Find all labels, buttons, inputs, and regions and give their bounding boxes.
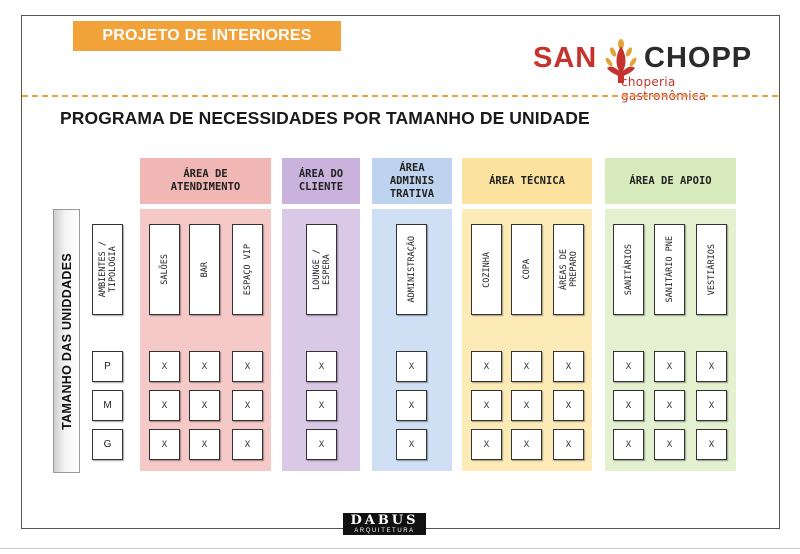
requirement-mark: X	[471, 390, 502, 421]
project-badge: PROJETO DE INTERIORES	[73, 21, 341, 51]
requirement-mark: X	[613, 390, 644, 421]
requirement-mark: X	[396, 429, 427, 460]
requirement-mark: X	[396, 390, 427, 421]
requirement-mark: X	[511, 390, 542, 421]
requirement-mark: X	[471, 429, 502, 460]
environment-label: BAR	[189, 224, 220, 315]
dashed-divider	[22, 95, 778, 97]
typology-label: AMBIENTES / TIPOLOGIA	[92, 224, 123, 315]
logo-text-left: SAN	[533, 42, 598, 74]
requirement-mark: X	[149, 429, 180, 460]
requirement-mark: X	[189, 429, 220, 460]
requirement-mark: X	[696, 429, 727, 460]
sanchopp-logo	[533, 42, 753, 103]
requirement-mark: X	[306, 390, 337, 421]
requirement-mark: X	[189, 351, 220, 382]
requirement-mark: X	[553, 351, 584, 382]
size-label-g: G	[92, 429, 123, 460]
dabus-logo	[343, 513, 426, 535]
requirement-mark: X	[232, 390, 263, 421]
requirement-mark: X	[189, 390, 220, 421]
size-label-m: M	[92, 390, 123, 421]
requirement-mark: X	[471, 351, 502, 382]
requirement-mark: X	[696, 390, 727, 421]
group-header: ÁREA ADMINIS TRATIVA	[372, 158, 452, 204]
environment-label: LOUNGE / ESPERA	[306, 224, 337, 315]
environment-label: ESPAÇO VIP	[232, 224, 263, 315]
requirement-mark: X	[232, 429, 263, 460]
requirement-mark: X	[511, 351, 542, 382]
environment-label: SALÕES	[149, 224, 180, 315]
requirement-mark: X	[149, 351, 180, 382]
environment-label: COZINHA	[471, 224, 502, 315]
environment-label: SANITÁRIOS	[613, 224, 644, 315]
footer-logo-name: DABUS	[350, 513, 419, 528]
footer-logo-sub: ARQUITETURA	[354, 528, 415, 534]
requirement-mark: X	[654, 429, 685, 460]
requirement-mark: X	[654, 390, 685, 421]
requirement-mark: X	[149, 390, 180, 421]
environment-label: COPA	[511, 224, 542, 315]
group-header: ÁREA DE APOIO	[605, 158, 736, 204]
environment-label: ÁREAS DE PREPARO	[553, 224, 584, 315]
requirement-mark: X	[306, 351, 337, 382]
bottom-divider	[0, 548, 800, 549]
size-label-p: P	[92, 351, 123, 382]
requirement-mark: X	[511, 429, 542, 460]
logo-text-right: CHOPP	[644, 42, 753, 74]
group-header: ÁREA DO CLIENTE	[282, 158, 360, 204]
row-header-panel	[53, 209, 80, 473]
requirement-mark: X	[232, 351, 263, 382]
environment-label: SANITÁRIO PNE	[654, 224, 685, 315]
requirement-mark: X	[654, 351, 685, 382]
environment-label: ADMINISTRAÇÃO	[396, 224, 427, 315]
row-header-title: TAMANHO DAS UNIDDADES	[59, 252, 74, 430]
requirement-mark: X	[553, 390, 584, 421]
requirement-mark: X	[306, 429, 337, 460]
environment-label: VESTIÁRIOS	[696, 224, 727, 315]
group-header: ÁREA TÉCNICA	[462, 158, 592, 204]
requirement-mark: X	[553, 429, 584, 460]
requirement-mark: X	[396, 351, 427, 382]
requirement-mark: X	[613, 351, 644, 382]
requirement-mark: X	[696, 351, 727, 382]
requirement-mark: X	[613, 429, 644, 460]
page-title: PROGRAMA DE NECESSIDADES POR TAMANHO DE UNIDADE	[60, 108, 590, 128]
logo-tagline: choperia gastronômica	[621, 75, 707, 103]
group-header: ÁREA DE ATENDIMENTO	[140, 158, 271, 204]
